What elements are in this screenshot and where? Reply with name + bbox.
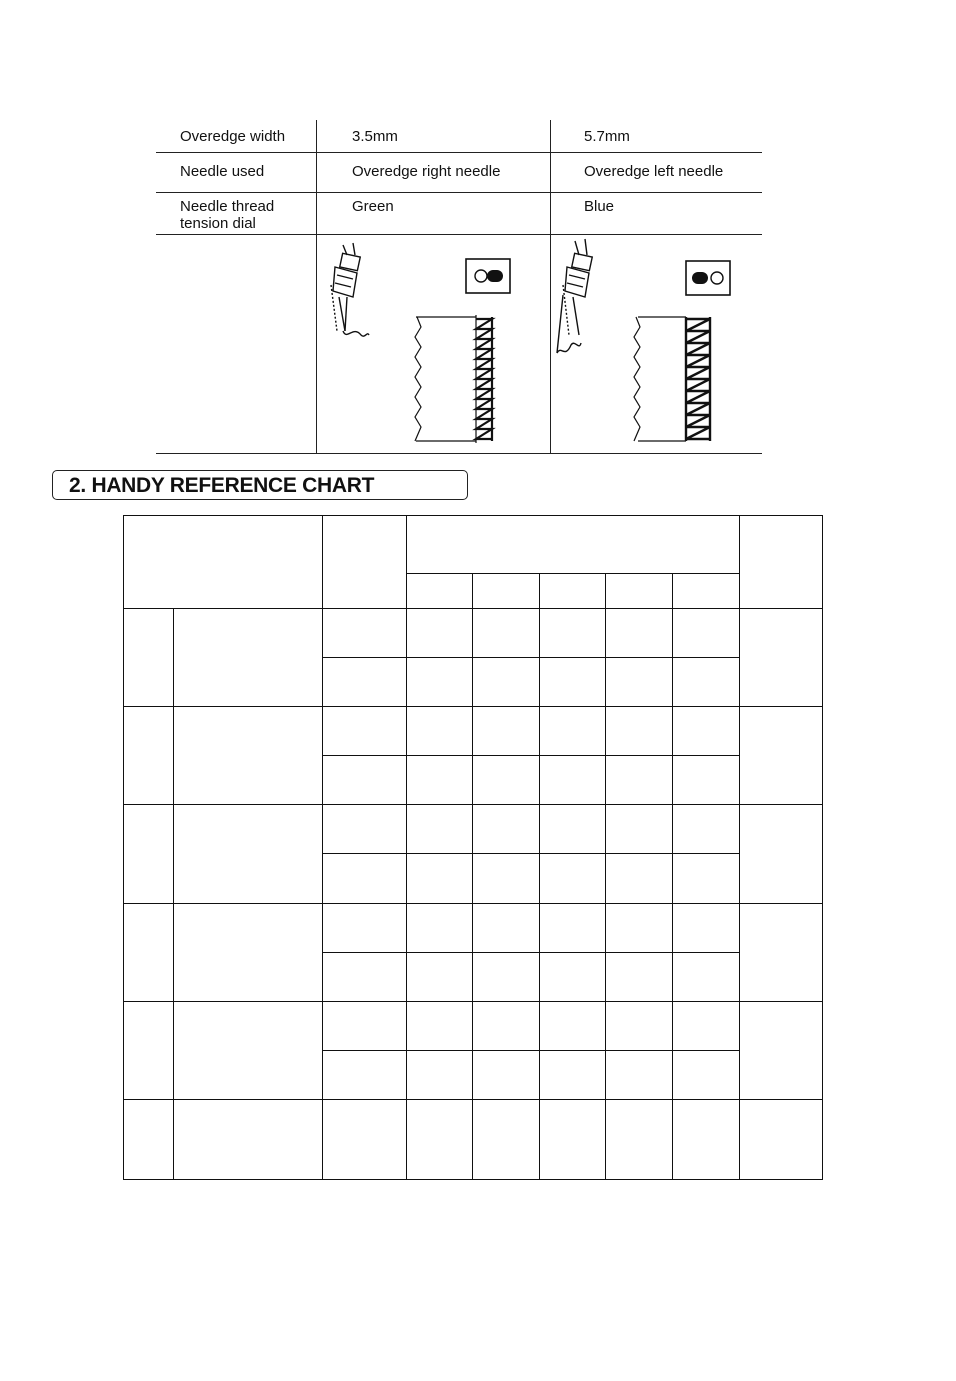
grid-border-bottom: [123, 1179, 823, 1180]
grid-subrow-line: [322, 657, 739, 658]
grid-subcol-line: [605, 573, 606, 1179]
grid-border-left: [123, 515, 124, 1179]
col-b-width: 5.7mm: [584, 128, 630, 145]
tension-dial-indicator-icon: [466, 259, 510, 293]
grid-subrow-line: [322, 952, 739, 953]
label-overedge-width: Overedge width: [180, 128, 286, 145]
grid-group-divider: [123, 903, 822, 904]
col-a-width: 3.5mm: [352, 128, 398, 145]
grid-group-line: [173, 608, 174, 1179]
grid-subcol-line: [672, 573, 673, 1179]
grid-group-divider: [123, 706, 822, 707]
grid-subcol-line: [472, 573, 473, 1179]
overedge-stitch-sample: [415, 315, 476, 443]
spec-rule: [156, 152, 762, 153]
grid-header-bottom: [123, 608, 822, 609]
grid-subheader-line: [406, 573, 739, 574]
grid-col-line: [322, 515, 323, 1179]
grid-border-top: [123, 515, 822, 516]
grid-border-right: [822, 515, 823, 1179]
label-tension-dial: Needle thread tension dial: [180, 198, 275, 232]
col-b-needle: Overedge left needle: [584, 163, 724, 180]
wide-overedge-stitch-sample: [626, 315, 716, 447]
section-header: [52, 470, 468, 500]
grid-col-line: [406, 515, 407, 1179]
overedge-spec-table: [156, 120, 762, 454]
grid-group-divider: [123, 804, 822, 805]
needle-clamp-icon: [331, 243, 369, 336]
grid-col-line: [739, 515, 740, 1179]
grid-group-divider: [123, 1001, 822, 1002]
section-title: 2. HANDY REFERENCE CHART: [69, 474, 375, 497]
spec-rule: [156, 192, 762, 193]
right-needle-illustration: [317, 235, 549, 452]
col-b-tension: Blue: [584, 198, 615, 215]
col-a-tension: Green: [352, 198, 394, 215]
stitch-chain: [476, 317, 492, 441]
grid-subcol-line: [539, 573, 540, 1179]
grid-group-divider: [123, 1099, 822, 1100]
tension-dial-indicator-icon: [684, 259, 732, 297]
label-needle-used: Needle used: [180, 163, 265, 180]
needle-clamp-icon: [557, 239, 592, 353]
spec-rule: [156, 453, 762, 454]
grid-subrow-line: [322, 1050, 739, 1051]
col-a-needle: Overedge right needle: [352, 163, 501, 180]
grid-subrow-line: [322, 755, 739, 756]
grid-subrow-line: [322, 853, 739, 854]
